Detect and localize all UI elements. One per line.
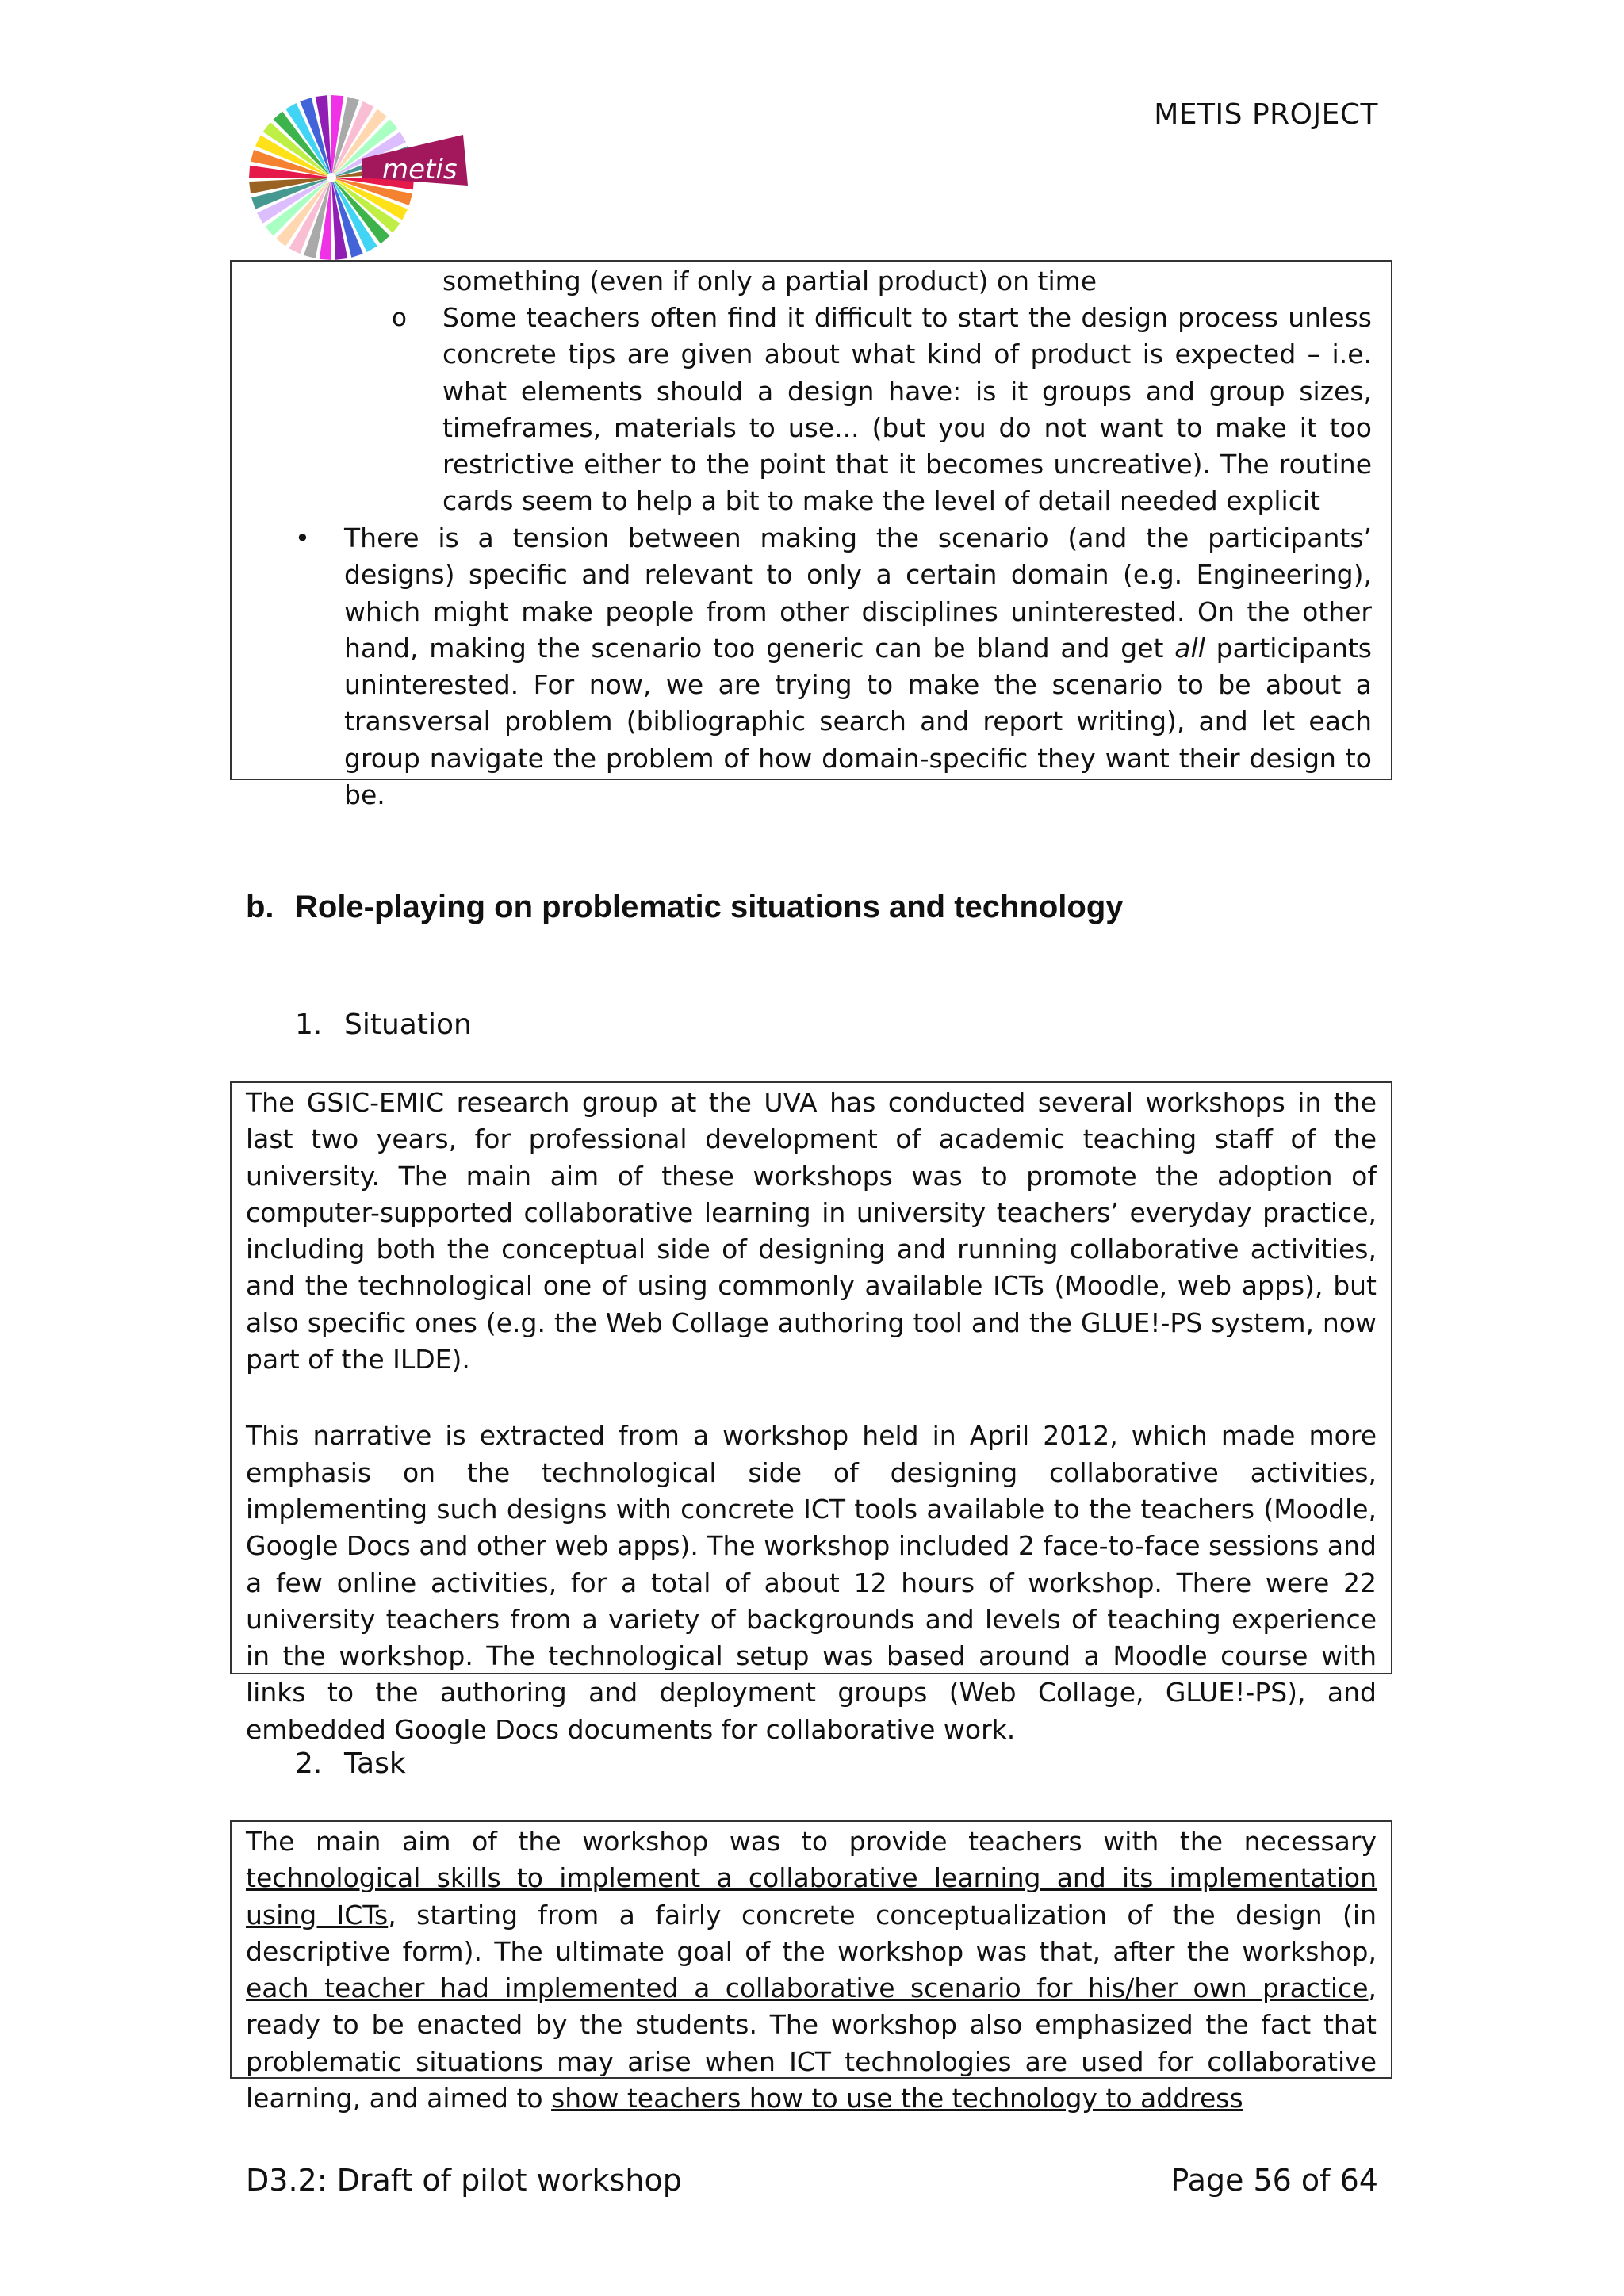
bullet-item xyxy=(344,520,1372,813)
bullet-emphasis: all xyxy=(1174,632,1205,664)
continuation-text: something (even if only a partial product) on time xyxy=(442,266,1097,297)
situation-label: Situation xyxy=(344,1008,472,1041)
metis-logo xyxy=(243,89,481,263)
task-underline-2: each teacher had implemented a collaborative scenario for his/her own practice xyxy=(246,1973,1369,2004)
task-underline-3: show teachers how to use the technology to address xyxy=(551,2083,1243,2114)
bullet-text-part2: participants uninterested. For now, we are trying to make the scenario to be about a transversal problem (bibliographic search and report writing), and let each group navigate the problem of how domain-specific they want their design to be. xyxy=(344,632,1372,811)
section-heading xyxy=(246,890,1124,925)
section-letter: b. xyxy=(246,890,274,924)
task-heading xyxy=(295,1747,406,1780)
task-paragraph xyxy=(246,1823,1377,2117)
task-text-3: , ready to be enacted by the students. The workshop also emphasized the fact that problematic situations may arise when ICT technologies are used for collaborative learning, and aimed to xyxy=(246,1973,1377,2114)
task-underline-1: technological skills to implement a collaborative learning and its implementation using ICTs xyxy=(246,1862,1377,1931)
situation-paragraph-1: The GSIC-EMIC research group at the UVA has conducted several workshops in the last two years, for professional development of academic teaching staff of the university. The main aim of these workshops was to promote the adoption of computer-supported collaborative learning in university teachers’ everyday practice, including both the conceptual side of designing and running collaborative activities, and the technological one of using commonly available ICTs (Moodle, web apps), but also specific ones (e.g. the Web Collage authoring tool and the GLUE!-PS system, now part of the ILDE). xyxy=(246,1087,1377,1376)
task-box xyxy=(230,1820,1392,2114)
situation-number: 1. xyxy=(295,1008,323,1041)
continuation-box xyxy=(230,260,1392,811)
footer-document-title: D3.2: Draft of pilot workshop xyxy=(246,2163,682,2198)
task-number: 2. xyxy=(295,1747,323,1780)
metis-logo-graphic xyxy=(243,89,481,263)
footer-page-number: Page 56 of 64 xyxy=(1170,2163,1378,2198)
bullet-text-part1: There is a tension between making the scenario (and the participants’ designs) specific and relevant to only a certain domain (e.g. Engineering), which might make people from other disciplines uninterested. On the other hand, making the scenario too generic can be bland and get xyxy=(344,522,1372,664)
bullet-marker: • xyxy=(295,523,310,553)
burst-center xyxy=(327,173,336,182)
section-title: Role-playing on problematic situations and technology xyxy=(295,890,1124,924)
sub-bullet-marker: o xyxy=(392,304,407,332)
situation-paragraph-2: This narrative is extracted from a workshop held in April 2012, which made more emphasis on the technological side of designing collaborative activities, implementing such designs with concrete ICT tools available to the teachers (Moodle, Google Docs and other web apps). The workshop included 2 face-to-face sessions and a few online activities, for a total of about 12 hours of workshop. There were 22 university teachers from a variety of backgrounds and levels of teaching experience in the workshop. The technological setup was based around a Moodle course with links to the authoring and deployment groups (Web Collage, GLUE!-PS), and embedded Google Docs documents for collaborative work. xyxy=(246,1420,1377,1745)
task-text-1: The main aim of the workshop was to provide teachers with the necessary xyxy=(246,1826,1377,1857)
logo-text: metis xyxy=(382,154,458,186)
task-label: Task xyxy=(344,1747,406,1780)
project-title: METIS PROJECT xyxy=(1154,98,1378,131)
sub-bullet-item: Some teachers often find it difficult to start the design process unless concrete tips are given about what kind of product is expected – i.e. what elements should a design have: is it groups and group sizes, timeframes, materials to use... (but you do not want to make it too restrictive either to the point that it becomes uncreative). The routine cards seem to help a bit to make the level of detail needed explicit xyxy=(442,302,1372,517)
situation-heading xyxy=(295,1008,472,1041)
situation-box xyxy=(230,1081,1392,1745)
task-text-2: , starting from a fairly concrete conceptualization of the design (in descriptive form). The ultimate goal of the workshop was that, after the workshop, xyxy=(246,1899,1377,1967)
